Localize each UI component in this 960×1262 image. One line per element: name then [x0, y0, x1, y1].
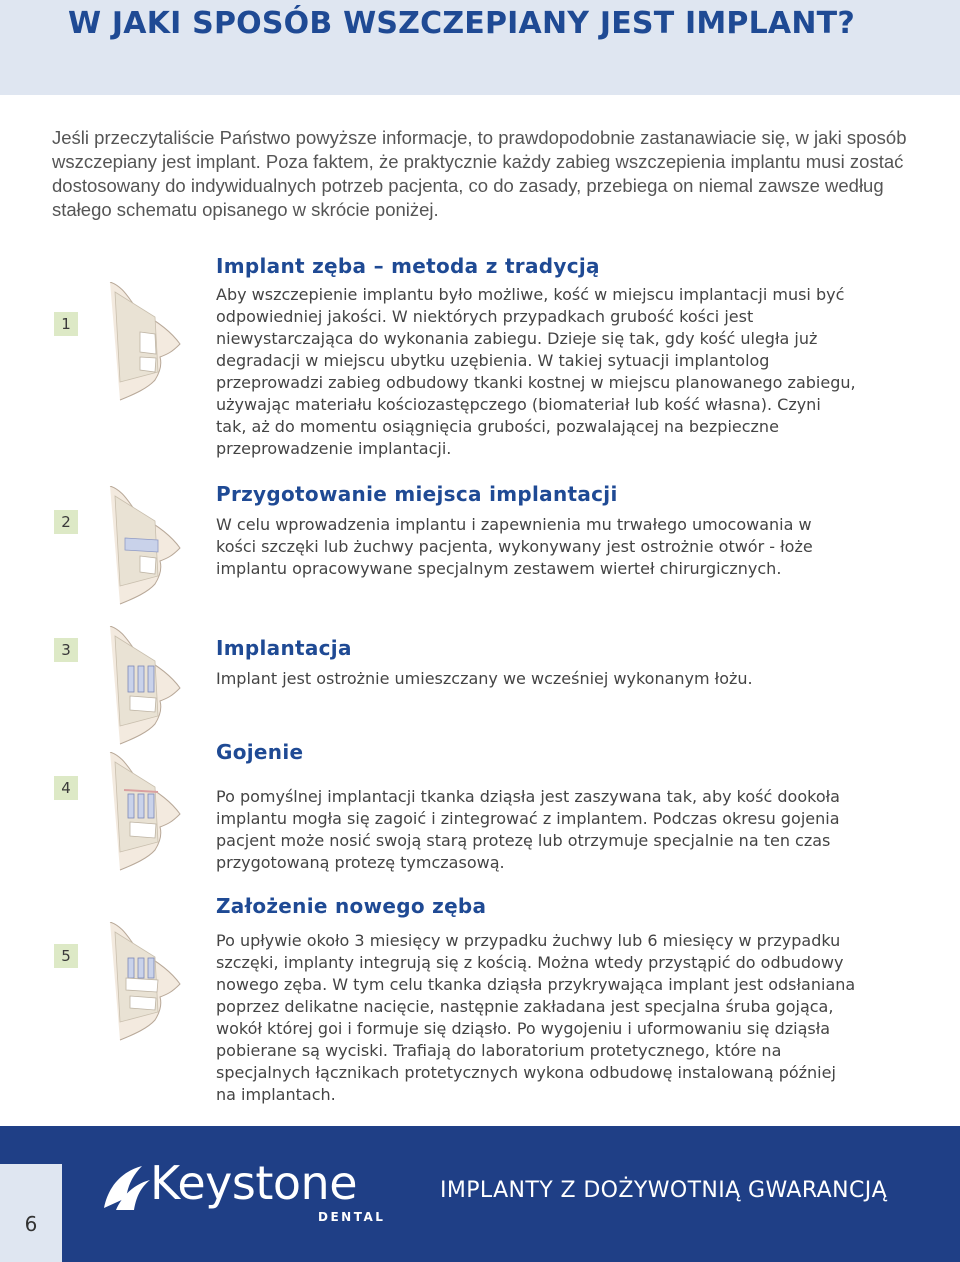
page-title: W JAKI SPOSÓB WSZCZEPIANY JEST IMPLANT? [68, 6, 855, 41]
step-number-badge: 2 [54, 510, 78, 534]
jaw-illustration-icon [100, 282, 190, 402]
step-number-badge: 1 [54, 312, 78, 336]
intro-paragraph: Jeśli przeczytaliście Państwo powyższe informacje, to prawdopodobnie zastanawiacie się, w jaki sposób wszczepiany jest implant. Poza faktem, że praktycznie każdy zabieg wszczepienia implantu musi zostać dostosowany do indywidualnych potrzeb pacjenta, co do zasady, przebiega on niemal zawsze według stałego schematu opisanego w skrócie poniżej. [52, 127, 907, 220]
footer-tagline: IMPLANTY Z DOŻYWOTNIĄ GWARANCJĄ [440, 1178, 888, 1203]
step-title: Gojenie [216, 740, 304, 764]
jaw-illustration-icon [100, 752, 190, 872]
step-title: Przygotowanie miejsca implantacji [216, 482, 618, 506]
step-body: W celu wprowadzenia implantu i zapewnienia mu trwałego umocowania w kości szczęki lub żuchwy pacjenta, wykonywany jest ostrożnie otwór - łoże implantu opracowywane specjalnym zestawem wierteł chirurgicznych. [216, 515, 813, 578]
jaw-illustration-icon [100, 626, 190, 746]
jaw-illustration-icon [100, 486, 190, 606]
step-number-badge: 5 [54, 944, 78, 968]
page-number: 6 [24, 1212, 38, 1236]
logo-text: Keystone [150, 1156, 357, 1210]
step-body: Implant jest ostrożnie umieszczany we wcześniej wykonanym łożu. [216, 669, 753, 688]
jaw-illustration-icon [100, 922, 190, 1042]
step-title: Założenie nowego zęba [216, 894, 487, 918]
step-title: Implant zęba – metoda z tradycją [216, 254, 600, 278]
step-body: Po pomyślnej implantacji tkanka dziąsła jest zaszywana tak, aby kość dookoła implantu mogła się zagoić i zintegrować z implantem. Podczas okresu gojenia pacjent może nosić swoją starą protezę lub otrzymuje specjalnie na ten czas przygotowaną protezę tymczasową. [216, 787, 840, 872]
logo-subtext: DENTAL [318, 1210, 386, 1224]
step-number-badge: 4 [54, 776, 78, 800]
step-title: Implantacja [216, 636, 352, 660]
step-body: Aby wszczepienie implantu było możliwe, kość w miejscu implantacji musi być odpowiedniej jakości. W niektórych przypadkach grubość kości jest niewystarczająca do wykonania zabiegu. Dzieje się tak, gdy kość uległa już degradacji w miejscu ubytku uzębienia. W takiej sytuacji implantolog przeprowadzi zabieg odbudowy tkanki kostnej w miejscu planowanego zabiegu, używając materiału kościozastępczego (biomateriał lub kość własna). Czyni tak, aż do momentu osiągnięcia grubości, pozwalającej na bezpieczne przeprowadzenie implantacji. [216, 285, 856, 458]
step-body: Po upływie około 3 miesięcy w przypadku żuchwy lub 6 miesięcy w przypadku szczęki, implanty integrują się z kością. Można wtedy przystąpić do odbudowy nowego zęba. W tym celu tkanka dziąsła przykrywająca implant jest odsłaniana poprzez delikatne nacięcie, następnie zakładana jest specjalna śruba gojąca, wokół której goi i formuje się dziąsło. Po wygojeniu i uformowaniu się dziąsła pobierane są wyciski. Trafiają do laboratorium protetycznego, które na specjalnych łącznikach protetycznych wykona odbudowę instalowaną później na implantach. [216, 931, 856, 1104]
step-number-badge: 3 [54, 638, 78, 662]
